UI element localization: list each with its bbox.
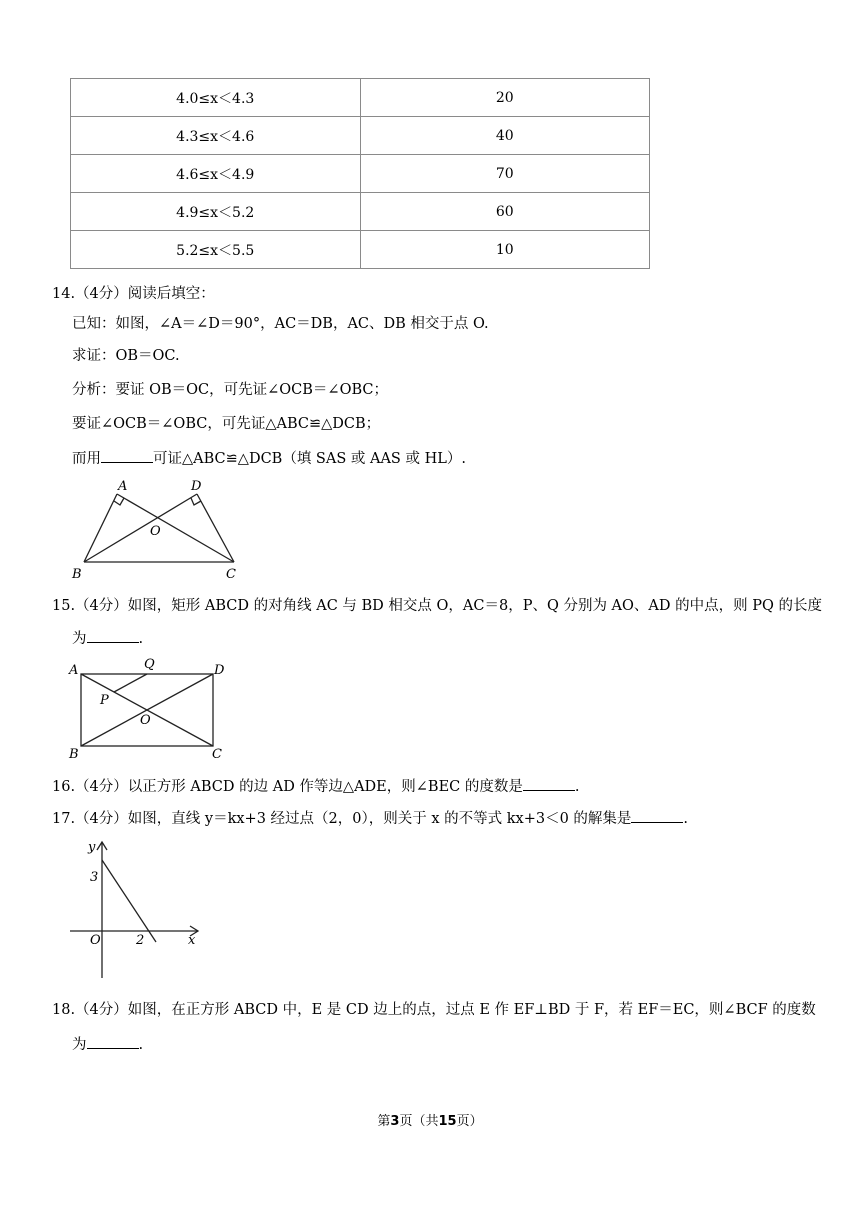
q17-suffix: . [683,811,689,827]
frequency-table [70,78,650,269]
total-pages: 15 [438,1114,457,1129]
q14-given: 已知：如图，∠A＝∠D＝90°，AC＝DB，AC、DB 相交于点 O. [72,316,489,332]
q14-label-b: B [72,567,82,582]
count-cell: 40 [360,117,650,155]
q14-label-c: C [226,567,236,582]
q14-step: 要证∠OCB＝∠OBC，可先证△ABC≌△DCB； [72,416,381,432]
page-number: 3 [390,1114,400,1129]
table-row [71,79,650,117]
q14-label-d: D [191,479,202,494]
answer-blank [631,808,683,823]
q14-label-a: A [118,479,128,494]
q15-line2-suffix: . [138,631,144,647]
q18-line2 [72,1034,143,1055]
q17-label-o: O [90,933,101,948]
q14-label-o: O [150,524,161,539]
table-row [71,117,650,155]
q15-label-c: C [212,747,222,762]
q17-label-y: y [88,840,96,855]
q15-label-q: Q [144,657,155,672]
q14-fill-prefix: 而用 [72,451,101,467]
q18-line1: 18.（4分）如图，在正方形 ABCD 中，E 是 CD 边上的点，过点 E 作 EF⊥BD 于 F，若 EF＝EC，则∠BCF 的度数 [52,1002,816,1018]
answer-blank [523,776,575,791]
range-cell: 4.9≤x＜5.2 [71,193,361,231]
q15-line2-prefix: 为 [72,631,87,647]
q17-label-two: 2 [136,933,145,948]
q14-fill-line [72,448,466,469]
q14-prove: 求证：OB＝OC. [72,348,180,364]
range-cell: 4.3≤x＜4.6 [71,117,361,155]
q15-label-b: B [69,747,79,762]
q15-line1: 15.（4分）如图，矩形 ABCD 的对角线 AC 与 BD 相交点 O，AC＝8，P、Q 分别为 AO、AD 的中点，则 PQ 的长度 [52,598,822,614]
footer-prefix: 第 [377,1114,391,1129]
table-row [71,155,650,193]
q15-label-o: O [140,713,151,728]
q14-analysis: 分析：要证 OB＝OC，可先证∠OCB＝∠OBC； [72,382,388,398]
count-cell: 60 [360,193,650,231]
q17-graph [66,836,206,984]
q14-figure [66,474,246,586]
q18-line2-suffix: . [138,1037,144,1053]
count-cell: 20 [360,79,650,117]
q16-prefix: 16.（4分）以正方形 ABCD 的边 AD 作等边△ADE，则∠BEC 的度数是 [52,779,523,795]
count-cell: 70 [360,155,650,193]
q15-label-p: P [100,693,109,708]
q15-label-d: D [214,663,225,678]
q15-figure [66,654,236,762]
q15-line2 [72,628,143,649]
count-cell: 10 [360,231,650,269]
q17-label-three: 3 [90,870,99,885]
q16-suffix: . [574,779,580,795]
answer-blank [87,628,139,643]
q17-prefix: 17.（4分）如图，直线 y＝kx+3 经过点（2，0），则关于 x 的不等式 kx+3＜0 的解集是 [52,811,632,827]
q16-line [52,776,579,797]
range-cell: 5.2≤x＜5.5 [71,231,361,269]
table-row [71,193,650,231]
answer-blank [87,1034,139,1049]
q17-line [52,808,688,829]
range-cell: 4.6≤x＜4.9 [71,155,361,193]
answer-blank [101,448,153,463]
footer-suffix: 页） [456,1114,483,1129]
q17-label-x: x [188,933,196,948]
page-footer [0,1110,860,1129]
q14-fill-suffix: 可证△ABC≌△DCB（填 SAS 或 AAS 或 HL）. [153,451,466,467]
q15-label-a: A [69,663,79,678]
footer-middle: 页（共 [399,1114,439,1129]
q14-header: 14.（4分）阅读后填空： [52,286,215,302]
table-row [71,231,650,269]
q18-line2-prefix: 为 [72,1037,87,1053]
range-cell: 4.0≤x＜4.3 [71,79,361,117]
